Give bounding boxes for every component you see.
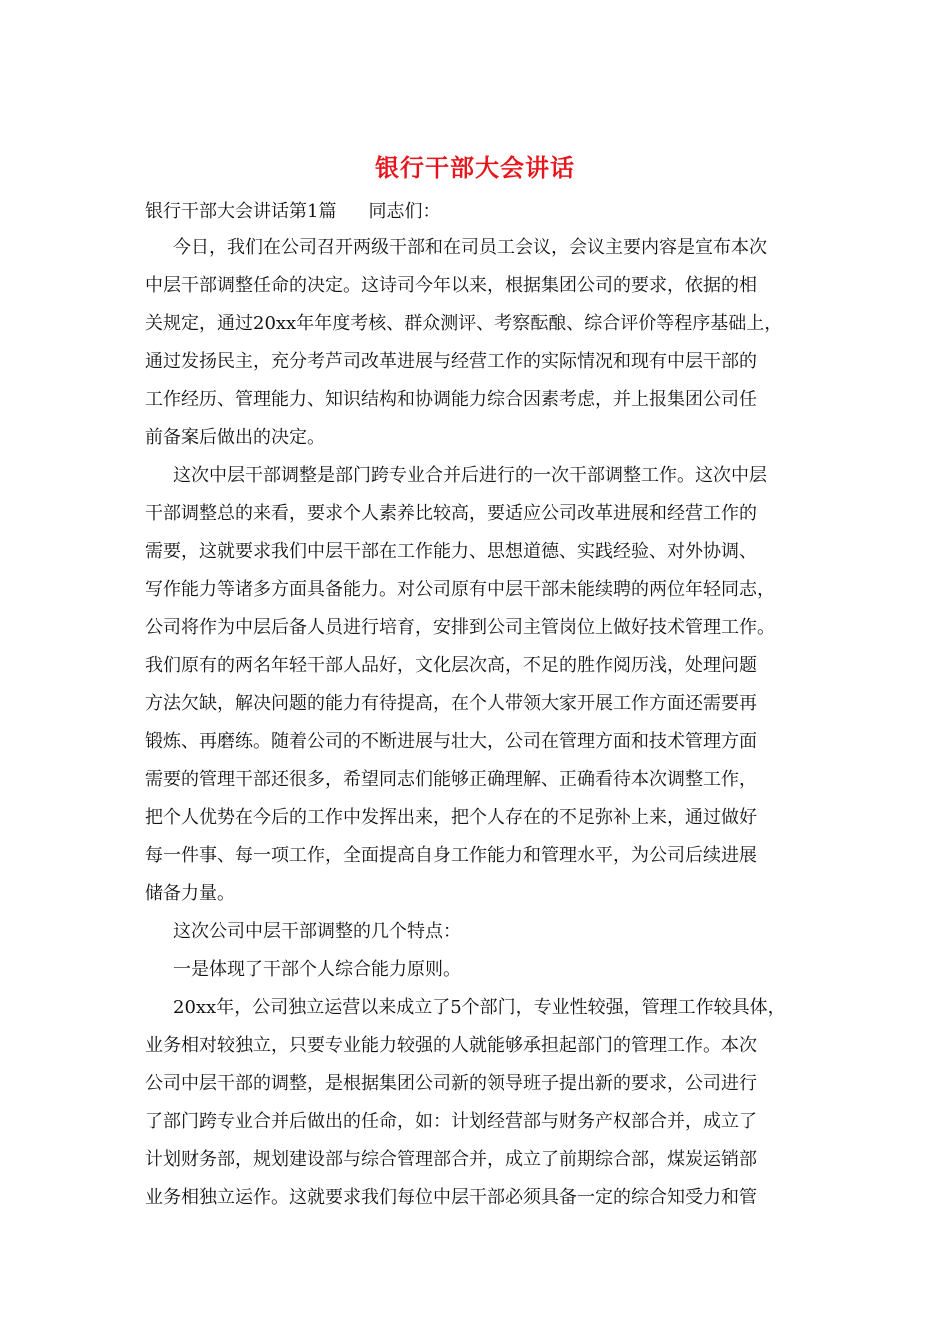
text-line: 一是体现了干部个人综合能力原则。 [173,959,461,980]
text-line: 这次中层干部调整是部门跨专业合并后进行的一次干部调整工作。这次中层 [173,465,767,486]
text-line: 今日，我们在公司召开两级干部和在司员工会议，会议主要内容是宣布本次 [173,237,767,258]
document-title: 银行干部大会讲话 [375,153,575,182]
text-line: 公司中层干部的调整，是根据集团公司新的领导班子提出新的要求，公司进行 [145,1073,757,1094]
text-line: 中层干部调整任命的决定。这诗司今年以来，根据集团公司的要求，依据的相 [145,275,757,296]
text-line: 前备案后做出的决定。 [145,427,325,448]
text-line: 我们原有的两名年轻干部人品好，文化层次高，不足的胜作阅历浅，处理问题 [145,655,757,676]
text-line: 了部门跨专业合并后做出的任命，如：计划经营部与财务产权部合并，成立了 [145,1111,757,1132]
text-line: 干部调整总的来看，要求个人素养比较高，要适应公司改革进展和经营工作的 [145,503,757,524]
document-body [145,195,835,1217]
text-line: 20xx年，公司独立运营以来成立了5个部门，专业性较强，管理工作较具体， [173,997,786,1018]
text-line: 每一件事、每一项工作，全面提高自身工作能力和管理水平，为公司后续进展 [145,845,757,866]
text-line: 需要的管理干部还很多，希望同志们能够正确理解、正确看待本次调整工作， [145,769,757,790]
text-line: 储备力量。 [145,883,235,904]
text-line: 业务相独立运作。这就要求我们每位中层干部必须具备一定的综合知受力和管 [145,1187,757,1208]
paragraph-lines [145,229,835,1217]
text-line: 把个人优势在今后的工作中发挥出来，把个人存在的不足弥补上来，通过做好 [145,807,757,828]
text-line: 关规定，通过20xx年年度考核、群众测评、考察酝酿、综合评价等程序基础上， [145,313,783,334]
salutation: 同志们： [368,201,441,222]
text-line: 工作经历、管理能力、知识结构和协调能力综合因素考虑，并上报集团公司任 [145,389,757,410]
text-line: 业务相对较独立，只要专业能力较强的人就能够承担起部门的管理工作。本次 [145,1035,757,1056]
text-line: 方法欠缺，解决问题的能力有待提高，在个人带领大家开展工作方面还需要再 [145,693,757,714]
text-line: 需要，这就要求我们中层干部在工作能力、思想道德、实践经验、对外协调、 [145,541,757,562]
text-line: 计划财务部，规划建设部与综合管理部合并，成立了前期综合部，煤炭运销部 [145,1149,757,1170]
heading-label: 银行干部大会讲话第1篇 [145,201,337,222]
text-line: 公司将作为中层后备人员进行培育，安排到公司主管岗位上做好技术管理工作。 [145,617,775,638]
text-line: 写作能力等诸多方面具备能力。对公司原有中层干部未能续聘的两位年轻同志， [145,579,775,600]
text-line: 这次公司中层干部调整的几个特点： [173,921,461,942]
text-line: 通过发扬民主，充分考芦司改革进展与经营工作的实际情况和现有中层干部的 [145,351,757,372]
text-line: 锻炼、再磨练。随着公司的不断进展与壮大，公司在管理方面和技术管理方面 [145,731,757,752]
heading-row [145,195,835,229]
